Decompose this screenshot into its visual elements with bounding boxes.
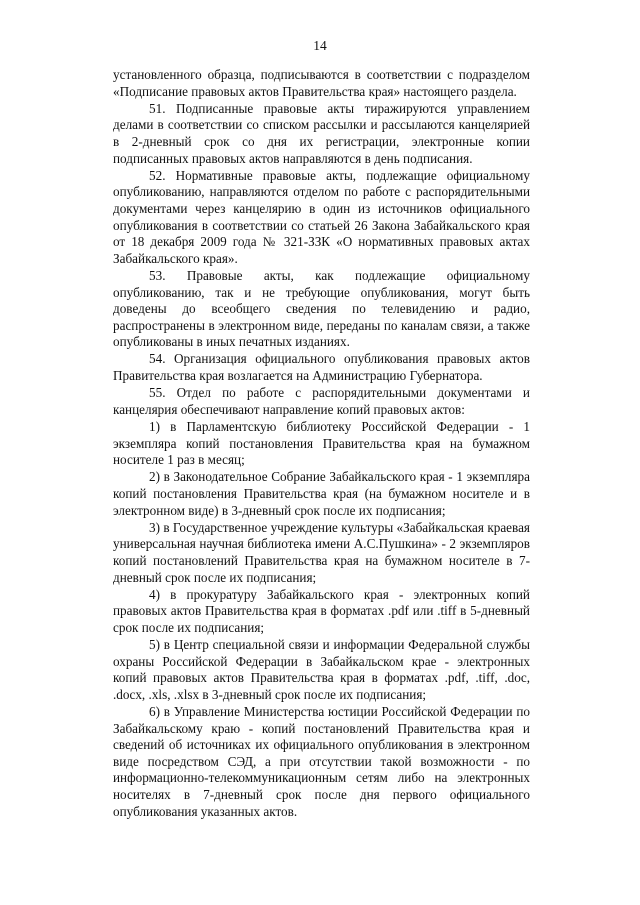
- paragraph-54: 54. Организация официального опубликования правовых актов Правительства края возлагается на Администрацию Губернатора.: [113, 351, 530, 384]
- paragraph-52: 52. Нормативные правовые акты, подлежащие официальному опубликованию, направляются отделом по работе с распорядительными документами через канцелярию в один из источников официального опубликования в соответствии со статьей 26 Закона Забайкальского края от 18 декабря 2009 года № 321-ЗЗК «О нормативных правовых актах Забайкальского края».: [113, 167, 530, 266]
- paragraph-53: 53. Правовые акты, как подлежащие официальному опубликованию, так и не требующие опубликования, могут быть доведены до всеобщего сведения по телевидению и радио, распространены в электронном виде, переданы по каналам связи, а также опубликованы в иных печатных изданиях.: [113, 267, 530, 350]
- list-item-2: 2) в Законодательное Собрание Забайкальского края - 1 экземпляра копий постановления Правительства края (на бумажном носителе и в электронном виде) в 3-дневный срок после их подписания;: [113, 469, 530, 518]
- list-item-4: 4) в прокуратуру Забайкальского края - электронных копий правовых актов Правительства края в форматах .pdf или .tiff в 5-дневный срок после их подписания;: [113, 586, 530, 635]
- list-item-5: 5) в Центр специальной связи и информации Федеральной службы охраны Российской Федерации в Забайкальском крае - электронных копий правовых актов Правительства края в форматах .pdf, .tiff, .doc, .docx, .xls, .xlsx в 3-дневный срок после их подписания;: [113, 637, 530, 702]
- list-item-6: 6) в Управление Министерства юстиции Российской Федерации по Забайкальскому краю - копий постановлений Правительства края и сведений об источниках их официального опубликования в электронном виде посредством СЭД, а при отсутствии такой возможности - по информационно-телекоммуникационным сетям либо на электронных носителях в 7-дневный срок после дня первого официального опубликования указанных актов.: [113, 704, 530, 819]
- paragraph-51: 51. Подписанные правовые акты тиражируются управлением делами в соответствии со списком рассылки и рассылаются канцелярией в 2-дневный срок со дня их регистрации, электронные копии подписанных правовых актов направляются в день подписания.: [113, 100, 530, 166]
- paragraph-55: 55. Отдел по работе с распорядительными документами и канцелярия обеспечивают направление копий правовых актов:: [113, 385, 530, 417]
- list-item-3: 3) в Государственное учреждение культуры «Забайкальская краевая универсальная научная библиотека имени А.С.Пушкина» - 2 экземпляров копий постановлений Правительства края на бумажном носителе в 7-дневный срок после их подписания;: [113, 519, 530, 585]
- list-item-1: 1) в Парламентскую библиотеку Российской Федерации - 1 экземпляра копий постановления Правительства края на бумажном носителе 1 раз в месяц;: [113, 419, 530, 468]
- page-number: 14: [313, 38, 327, 53]
- document-body: [113, 67, 530, 820]
- paragraph-continuation: установленного образца, подписываются в соответствии с подразделом «Подписание правовых актов Правительства края» настоящего раздела.: [113, 67, 530, 99]
